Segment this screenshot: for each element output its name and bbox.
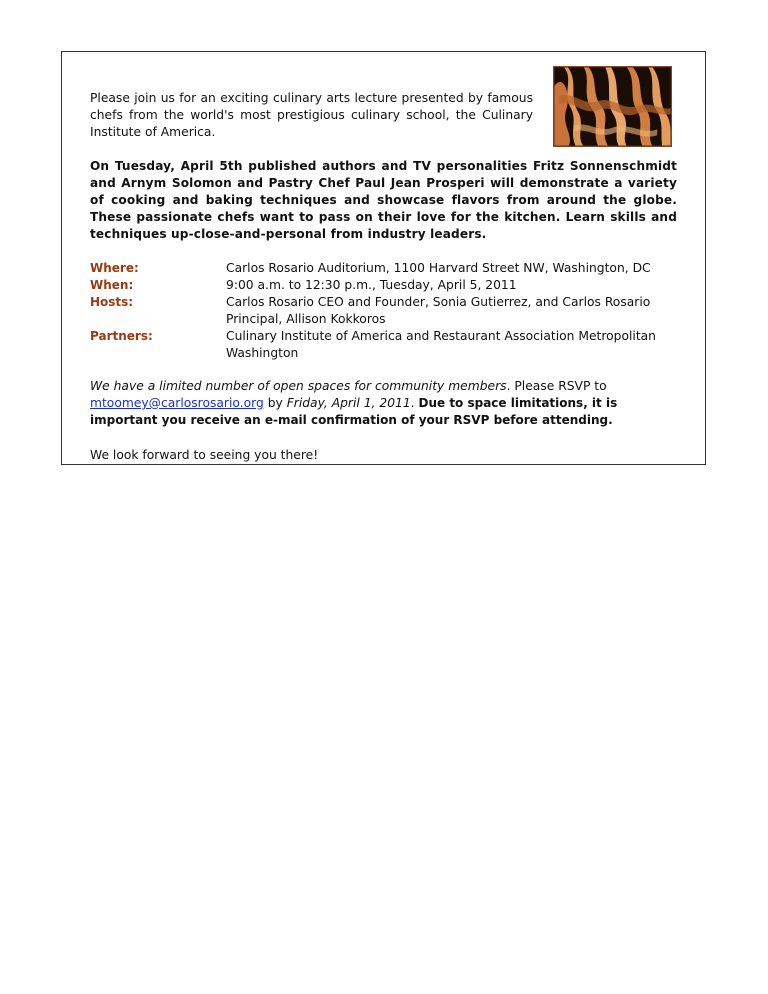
when-label: When: [90,278,134,292]
info-row-partners [90,328,690,362]
event-details-paragraph: On Tuesday, April 5th published authors and TV personalities Fritz Sonnenschmidt and Arnym Solomon and Pastry Chef Paul Jean Prosperi will demonstrate a variety of cooking and baking techniques and showcase flavors from around the globe. These passionate chefs want to pass on their love for the kitchen. Learn skills and techniques up-close-and-personal from industry leaders. [90,159,677,241]
rsvp-after-lead: . Please RSVP to [506,379,607,393]
info-row-hosts [90,294,690,328]
flame-photo-icon [553,66,672,147]
info-row-where [90,260,690,277]
when-value: 9:00 a.m. to 12:30 p.m., Tuesday, April 5, 2011 [226,278,517,292]
where-value: Carlos Rosario Auditorium, 1100 Harvard Street NW, Washington, DC [226,261,651,275]
where-label: Where: [90,261,139,275]
partners-value: Culinary Institute of America and Restaurant Association Metropolitan Washington [226,329,656,360]
hosts-value: Carlos Rosario CEO and Founder, Sonia Gutierrez, and Carlos Rosario Principal, Allison Kokkoros [226,295,651,326]
rsvp-deadline: Friday, April 1, 2011 [286,396,411,410]
info-row-when [90,277,690,294]
intro-paragraph: Please join us for an exciting culinary arts lecture presented by famous chefs from the world's most prestigious culinary school, the Culinary Institute of America. [90,91,533,139]
partners-label: Partners: [90,329,153,343]
rsvp-paragraph [90,378,670,429]
rsvp-by: by [263,396,287,410]
hosts-label: Hosts: [90,295,134,309]
rsvp-lead: We have a limited number of open spaces for community members [90,379,507,393]
event-info-table [90,260,690,362]
rsvp-period: . [410,396,419,410]
rsvp-note: Due to space limitations, it is important you receive an e-mail confirmation of your RSVP before attending. [90,396,618,427]
flyer-box [61,51,706,465]
closing-line: We look forward to seeing you there! [90,448,319,462]
rsvp-email-link[interactable]: mtoomey@carlosrosario.org [90,396,264,410]
